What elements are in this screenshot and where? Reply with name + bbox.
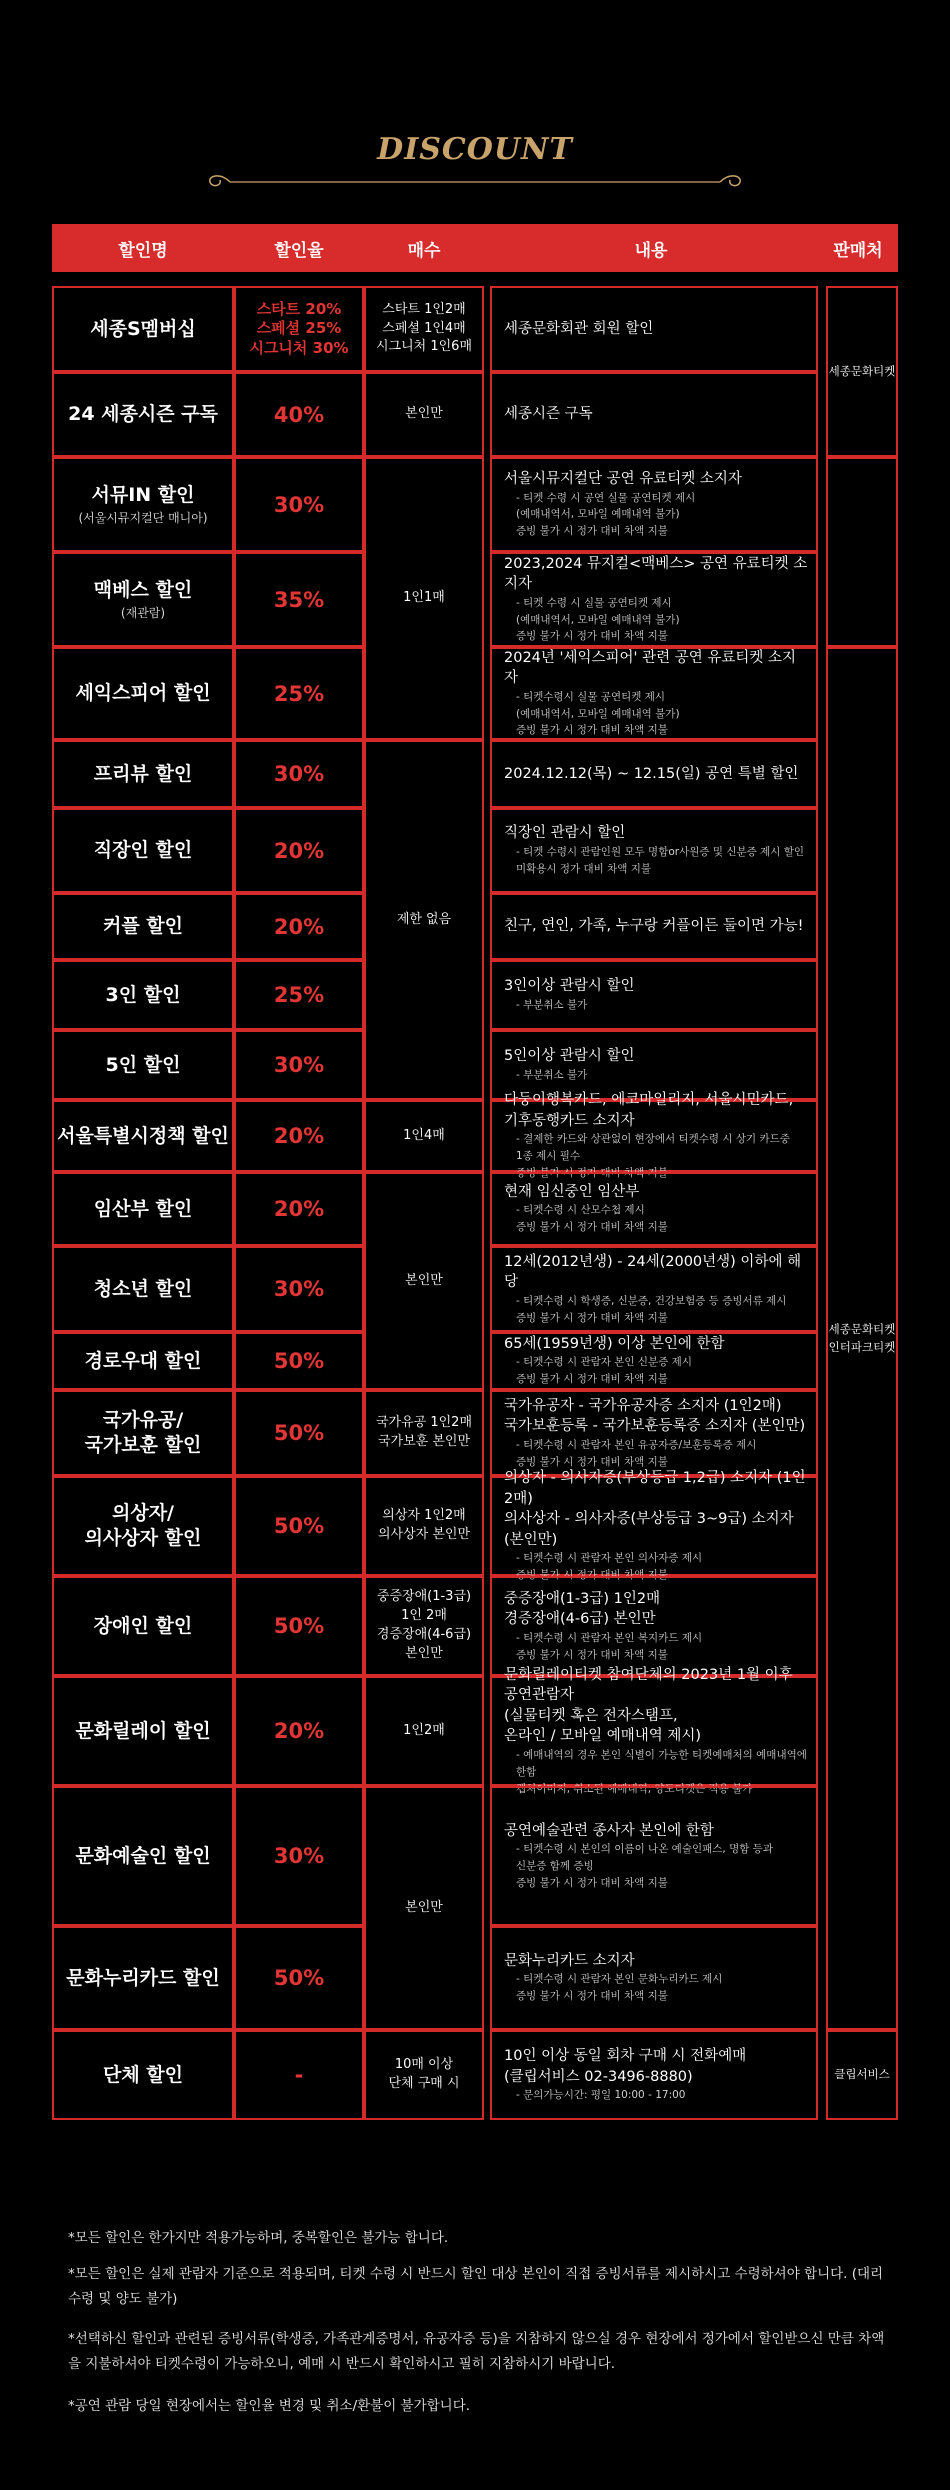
discount-name: 서뮤IN 할인 [91, 483, 195, 506]
desc-detail: 캡처이미지, 취소된 예매내역, 양도티켓은 적용 불가 [516, 1782, 753, 1795]
desc-detail: - 티켓수령 시 관람자 본인 문화누리카드 제시 [516, 1973, 723, 1986]
desc-main: 2024년 '세익스피어' 관련 공연 유료티켓 소지자 [504, 649, 797, 687]
row-name-cell [52, 1390, 234, 1476]
discount-name: 서울특별시정책 할인 [57, 1124, 229, 1147]
desc-main: 세종문화회관 회원 할인 [504, 320, 654, 337]
discount-name: 커플 할인 [102, 915, 184, 938]
row-name-cell [52, 1246, 234, 1332]
count-cell [364, 1786, 484, 2030]
row-desc-cell [490, 1470, 818, 1582]
discount-name: 문화릴레이 할인 [75, 1719, 211, 1742]
desc-main: 의상자 - 의사자증(부상등급 1,2급) 소지자 (1인2매) [504, 1470, 806, 1507]
row-name-cell [52, 1926, 234, 2030]
desc-detail: - 부분취소 불가 [516, 998, 588, 1011]
discount-rate: 50% [273, 1514, 325, 1538]
desc-main: 공연예술관련 종사자 본인에 한함 [504, 1822, 714, 1839]
discount-name: 국가보훈 할인 [84, 1434, 202, 1456]
desc-main: 2024.12.12(목) ~ 12.15(일) 공연 특별 할인 [504, 765, 799, 782]
row-rate-cell [234, 286, 364, 372]
desc-detail: (예매내역서, 모바일 예매내역 불가) [516, 613, 680, 626]
row-desc-cell [490, 1390, 818, 1476]
desc-detail: 미확용시 정가 대비 차액 지불 [516, 862, 652, 875]
desc-detail: - 티켓수령시 실물 공연티켓 제시 [516, 690, 665, 703]
discount-name: 국가유공/ [102, 1409, 184, 1432]
row-name-cell [52, 1786, 234, 1926]
row-rate-cell [234, 647, 364, 740]
count-cell [364, 740, 484, 1100]
row-desc-cell [490, 808, 818, 893]
discount-name: 장애인 할인 [93, 1614, 193, 1637]
row-rate-cell [234, 893, 364, 960]
count-line: 시그니처 1인6매 [375, 339, 473, 355]
count-line: 10매 이상 [394, 2057, 454, 2073]
discount-name: 의상자/ [111, 1502, 174, 1525]
row-rate-cell [234, 1390, 364, 1476]
header-count: 매수 [364, 224, 484, 272]
discount-rate: 50% [273, 1966, 325, 1990]
row-rate-cell [234, 552, 364, 647]
desc-main: 문화릴레이티켓 참여단체의 2023년 1월 이후 [504, 1666, 793, 1683]
count-line: 경증장애(4-6급) [376, 1627, 472, 1642]
count-cell [364, 1476, 484, 1576]
count-line: 의사상자 본인만 [377, 1527, 471, 1542]
count-line: 1인2매 [403, 1722, 445, 1738]
row-name-cell [52, 960, 234, 1030]
count-line: 스타트 1인2매 [382, 301, 466, 317]
count-line: 1인 2매 [401, 1608, 447, 1624]
discount-name-sub: (재관람) [120, 606, 166, 621]
row-desc-cell [490, 1092, 818, 1179]
desc-main: 국가보훈등록 - 국가보훈등록증 소지자 (본인만) [504, 1418, 806, 1435]
row-desc-cell [490, 1172, 818, 1246]
desc-detail: 증빙 불가 시 정가 대비 차액 지불 [516, 525, 668, 538]
desc-detail: 증빙 불가 시 정가 대비 차액 지불 [516, 724, 668, 737]
desc-main: 다둥이행복카드, 에코마일리지, 서울시민카드, [504, 1092, 794, 1109]
row-desc-cell [490, 372, 818, 457]
row-desc-cell [490, 647, 818, 740]
discount-rate: 시그니처 30% [249, 338, 349, 357]
discount-name: 5인 할인 [105, 1053, 181, 1076]
desc-main: 10인 이상 동일 회차 구매 시 전화예매 [504, 2048, 747, 2065]
desc-detail: 증빙 불가 시 정가 대비 차액 지불 [516, 1648, 668, 1661]
desc-detail: 증빙 불가 시 정가 대비 차액 지불 [516, 1990, 668, 2003]
count-line: 제한 없음 [396, 911, 452, 927]
desc-detail: - 티켓수령 시 본인의 이름이 나온 예술인패스, 명함 등과 [516, 1843, 773, 1856]
discount-rate: 스타트 20% [256, 299, 342, 318]
page-title: DISCOUNT [377, 132, 573, 167]
discount-rate: 50% [273, 1421, 325, 1445]
seller-name: 클립서비스 [834, 2067, 890, 2082]
desc-detail: - 티켓 수령 시 실물 공연티켓 제시 [516, 596, 672, 609]
discount-name: 임산부 할인 [93, 1197, 193, 1220]
discount-rate: 30% [273, 1844, 325, 1868]
desc-main: 친구, 연인, 가족, 누구랑 커플이든 둘이면 가능! [504, 918, 804, 935]
row-name-cell [52, 808, 234, 893]
discount-name: 단체 할인 [102, 2063, 184, 2086]
row-name-cell [52, 1100, 234, 1172]
header-desc: 내용 [484, 224, 818, 272]
desc-main: 세종시즌 구독 [504, 406, 593, 423]
desc-main: 3인이상 관람시 할인 [504, 978, 635, 995]
desc-detail: 신분증 함께 증빙 [516, 1859, 594, 1872]
row-name-cell [52, 2030, 234, 2120]
desc-detail: - 티켓수령 시 관람자 본인 복지카드 제시 [516, 1631, 703, 1644]
desc-main: 직장인 관람시 할인 [504, 825, 626, 842]
discount-rate: 40% [273, 402, 325, 427]
discount-rate: 20% [273, 914, 325, 939]
discount-name: 경로우대 할인 [84, 1349, 202, 1372]
count-line: 중증장애(1-3급) [376, 1589, 472, 1605]
desc-main: 2023,2024 뮤지컬<맥베스> 공연 유료티켓 소지자 [504, 555, 808, 593]
row-rate-cell [234, 1100, 364, 1172]
count-cell [364, 1390, 484, 1476]
row-desc-cell [490, 1246, 818, 1332]
row-desc-cell [490, 960, 818, 1030]
desc-detail: (예매내역서, 모바일 예매내역 불가) [516, 508, 680, 521]
desc-detail: - 예매내역의 경우 본인 식별이 가능한 티켓예매처의 예매내역에 한함 [516, 1748, 807, 1778]
row-name-cell [52, 647, 234, 740]
count-cell [364, 1676, 484, 1786]
row-name-cell [52, 457, 234, 552]
row-name-cell [52, 372, 234, 457]
discount-rate: 30% [273, 1053, 325, 1077]
discount-name: 문화누리카드 할인 [66, 1966, 220, 1989]
row-rate-cell [234, 1676, 364, 1786]
desc-detail: - 결제한 카드와 상관없이 현장에서 티켓수령 시 상기 카드중 [516, 1133, 790, 1146]
row-desc-cell [490, 1926, 818, 2030]
note-text: *모든 할인은 한가지만 적용가능하며, 중복할인은 불가능 합니다. [68, 2230, 449, 2246]
count-cell [364, 286, 484, 372]
seller-name: 세종문화티켓 [828, 363, 896, 378]
row-name-cell [52, 1172, 234, 1246]
header-seller: 판매처 [818, 224, 898, 272]
seller-name: 인터파크티켓 [828, 1339, 896, 1354]
row-desc-cell [490, 1332, 818, 1390]
discount-name-sub: (서울시뮤지컬단 매니아) [78, 511, 208, 526]
desc-detail: - 티켓 수령 시 공연 실물 공연티켓 제시 [516, 491, 696, 504]
discount-rate: 20% [273, 838, 325, 863]
row-desc-cell [490, 740, 818, 808]
row-desc-cell [490, 1666, 818, 1795]
desc-detail: - 부분취소 불가 [516, 1068, 588, 1081]
count-line: 본인만 [405, 1899, 443, 1915]
desc-detail: - 티켓수령 시 산모수첩 제시 [516, 1204, 645, 1217]
discount-name: 맥베스 할인 [93, 578, 193, 601]
count-line: 본인만 [405, 1272, 443, 1288]
count-cell [364, 1100, 484, 1172]
ornament-divider [200, 170, 750, 194]
discount-name: 세익스피어 할인 [75, 682, 211, 705]
desc-detail: - 티켓 수령시 관람인원 모두 명함or사원증 및 신분증 제시 할인 [516, 845, 804, 858]
desc-detail: 증빙 불가 시 정가 대비 차액 지불 [516, 1569, 668, 1582]
seller-cell [826, 647, 898, 2030]
desc-main: 5인이상 관람시 할인 [504, 1048, 635, 1065]
header-name: 할인명 [52, 224, 234, 272]
row-name-cell [52, 552, 234, 647]
desc-main: 서울시뮤지컬단 공연 유료티켓 소지자 [504, 471, 742, 488]
desc-main: 65세(1959년생) 이상 본인에 한함 [504, 1335, 725, 1352]
desc-detail: - 티켓수령 시 관람자 본인 유공자증/보훈등록증 제시 [516, 1438, 757, 1451]
discount-name: 3인 할인 [105, 983, 181, 1006]
row-name-cell [52, 286, 234, 372]
desc-detail: 증빙 불가 시 정가 대비 차액 지불 [516, 1876, 668, 1889]
discount-rate: 35% [273, 587, 325, 612]
row-rate-cell [234, 808, 364, 893]
note-text: *모든 할인은 실제 관람자 기준으로 적용되며, 티켓 수령 시 반드시 할인 대상 본인이 직접 증빙서류를 제시하시고 수령하셔야 합니다. (대리수령 및 양도 불가) [68, 2266, 884, 2307]
discount-rate: 50% [273, 1349, 325, 1373]
row-rate-cell [234, 2030, 364, 2120]
desc-main: (실물티켓 혹은 전자스탬프, [504, 1707, 678, 1724]
row-name-cell [52, 1030, 234, 1100]
row-desc-cell [490, 286, 818, 372]
desc-detail: 증빙 불가 시 정가 대비 차액 지불 [516, 1166, 668, 1179]
discount-rate: 20% [273, 1197, 325, 1221]
desc-detail: - 문의가능시간: 평일 10:00 - 17:00 [516, 2089, 686, 2102]
count-line: 단체 구매 시 [388, 2076, 460, 2091]
row-desc-cell [490, 893, 818, 960]
row-name-cell [52, 1476, 234, 1576]
count-line: 국가유공 1인2매 [375, 1415, 473, 1431]
row-rate-cell [234, 1926, 364, 2030]
desc-detail: - 티켓수령 시 관람자 본인 신분증 제시 [516, 1356, 692, 1369]
note-text: *선택하신 할인과 관련된 증빙서류(학생증, 가족관계증명서, 유공자증 등)을 지참하지 않으실 경우 현장에서 정가에서 할인받으신 만큼 차액을 지불하셔야 티켓수령이 가능하오니, 예매 시 반드시 확인하시고 필히 지참하시기 바랍니다. [68, 2331, 885, 2372]
row-desc-cell [490, 552, 818, 647]
count-cell [364, 1576, 484, 1676]
desc-main: 경증장애(4-6급) 본인만 [504, 1611, 656, 1628]
discount-name: 24 세종시즌 구독 [68, 403, 218, 426]
count-line: 의상자 1인2매 [382, 1508, 466, 1524]
desc-main: 12세(2012년생) - 24세(2000년생) 이하에 해당 [504, 1253, 802, 1291]
count-cell [364, 1172, 484, 1390]
row-rate-cell [234, 1576, 364, 1676]
seller-cell [826, 2030, 898, 2120]
discount-name: 직장인 할인 [93, 839, 193, 862]
row-desc-cell [490, 1576, 818, 1676]
count-line: 국가보훈 본인만 [377, 1434, 471, 1449]
row-rate-cell [234, 1172, 364, 1246]
seller-cell [826, 457, 898, 647]
discount-name: 프리뷰 할인 [93, 762, 193, 785]
desc-detail: 증빙 불가 시 정가 대비 차액 지불 [516, 1373, 668, 1386]
desc-detail: 증빙 불가 시 정가 대비 차액 지불 [516, 1311, 668, 1324]
row-name-cell [52, 740, 234, 808]
desc-detail: 증빙 불가 시 정가 대비 차액 지불 [516, 1455, 668, 1468]
note-text: *공연 관람 당일 현장에서는 할인율 변경 및 취소/환불이 불가합니다. [68, 2398, 471, 2414]
discount-rate: 30% [273, 492, 325, 517]
discount-rate: 30% [273, 762, 325, 786]
row-name-cell [52, 1676, 234, 1786]
desc-detail: (예매내역서, 모바일 예매내역 불가) [516, 707, 680, 720]
discount-rate: 20% [273, 1719, 325, 1743]
desc-detail: - 티켓수령 시 관람자 본인 의사자증 제시 [516, 1552, 703, 1565]
seller-cell [826, 286, 898, 457]
count-line: 본인만 [405, 406, 443, 422]
count-cell [364, 457, 484, 740]
discount-name: 세종S멤버십 [90, 317, 196, 340]
row-rate-cell [234, 457, 364, 552]
count-line: 본인만 [405, 1645, 443, 1661]
desc-detail: 증빙 불가 시 정가 대비 차액 지불 [516, 630, 668, 643]
discount-rate: 25% [273, 681, 325, 706]
row-desc-cell [490, 1786, 818, 1926]
row-rate-cell [234, 960, 364, 1030]
desc-main: 문화누리카드 소지자 [504, 1952, 635, 1969]
count-line: 1인4매 [403, 1127, 445, 1143]
count-line: 스페셜 1인4매 [382, 320, 466, 336]
discount-rate: 25% [273, 983, 325, 1007]
row-rate-cell [234, 1246, 364, 1332]
desc-main: 공연관람자 [504, 1687, 575, 1704]
discount-rate: 30% [273, 1277, 325, 1301]
row-desc-cell [490, 2030, 818, 2120]
desc-main: 기후동행카드 소지자 [504, 1112, 635, 1129]
discount-rate: 20% [273, 1124, 325, 1148]
desc-detail: 증빙 불가 시 정가 대비 차액 지불 [516, 1221, 668, 1234]
desc-detail: 1종 제시 필수 [516, 1150, 581, 1163]
count-cell [364, 2030, 484, 2120]
count-cell [364, 372, 484, 457]
row-rate-cell [234, 1030, 364, 1100]
header-rate: 할인율 [234, 224, 364, 272]
count-line: 1인1매 [403, 590, 445, 606]
row-rate-cell [234, 740, 364, 808]
discount-name: 문화예술인 할인 [75, 1844, 211, 1867]
desc-main: 온라인 / 모바일 예매내역 제시) [504, 1728, 702, 1745]
discount-rate: 스페셜 25% [256, 319, 342, 338]
row-name-cell [52, 1332, 234, 1390]
desc-main: 중증장애(1-3급) 1인2매 [504, 1590, 661, 1607]
discount-name: 청소년 할인 [93, 1277, 193, 1300]
desc-main: (클립서비스 02-3496-8880) [504, 2068, 693, 2085]
row-rate-cell [234, 372, 364, 457]
desc-main: 의사상자 - 의사자증(부상등급 3~9급) 소지자 (본인만) [504, 1511, 794, 1548]
row-rate-cell [234, 1476, 364, 1576]
discount-rate: 50% [273, 1614, 325, 1638]
discount-rate: - [294, 2063, 304, 2087]
desc-main: 국가유공자 - 국가유공자증 소지자 (1인2매) [504, 1397, 782, 1414]
row-name-cell [52, 893, 234, 960]
desc-detail: - 티켓수령 시 학생증, 신분증, 건강보험증 등 증빙서류 제시 [516, 1294, 787, 1307]
seller-name: 세종문화티켓 [828, 1322, 896, 1337]
discount-name: 의사상자 할인 [84, 1527, 202, 1549]
desc-main: 현재 임신중인 임산부 [504, 1183, 640, 1200]
row-desc-cell [490, 457, 818, 552]
row-name-cell [52, 1576, 234, 1676]
row-rate-cell [234, 1332, 364, 1390]
row-rate-cell [234, 1786, 364, 1926]
